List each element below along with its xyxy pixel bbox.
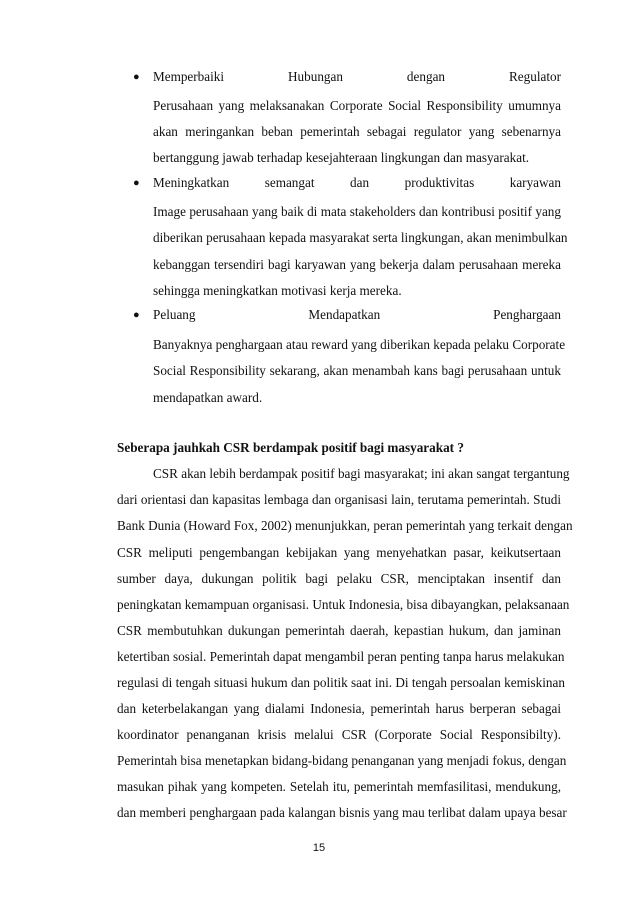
bullet-marker: ● [133, 177, 140, 189]
bullet-text-line: Perusahaan yang melaksanakan Corporate Social Responsibility umumnya [153, 98, 561, 113]
bullet-text-line: mendapatkan award. [153, 390, 263, 405]
bullet-text-line: sehingga meningkatkan motivasi kerja mereka. [153, 283, 402, 298]
paragraph-line: regulasi di tengah situasi hukum dan politik saat ini. Di tengah persoalan kemiskinan [117, 675, 565, 690]
paragraph-line: dan keterbelakangan yang dialami Indonesia, pemerintah harus berperan sebagai [117, 701, 561, 716]
bullet-text-line: Banyaknya penghargaan atau reward yang diberikan kepada pelaku Corporate [153, 337, 566, 352]
page-number: 15 [312, 842, 326, 854]
paragraph-line: CSR meliputi pengembangan kebijakan yang menyehatkan pasar, keikutsertaan [117, 545, 561, 560]
paragraph-line: Bank Dunia (Howard Fox, 2002) menunjukkan, peran pemerintah yang terkait dengan [117, 518, 573, 533]
paragraph-line: koordinator penanganan krisis melalui CSR (Corporate Social Responsibilty). [117, 727, 561, 742]
paragraph-line: CSR akan lebih berdampak positif bagi masyarakat; ini akan sangat tergantung [153, 466, 570, 481]
paragraph-line: masukan pihak yang kompeten. Setelah itu, pemerintah memfasilitasi, mendukung, [117, 779, 561, 794]
bullet-title: Meningkatkan semangat dan produktivitas karyawan [153, 175, 561, 190]
bullet-marker: ● [133, 71, 140, 83]
bullet-text-line: Social Responsibility sekarang, akan menambah kans bagi perusahaan untuk [153, 363, 561, 378]
paragraph-line: dari orientasi dan kapasitas lembaga dan organisasi lain, terutama pemerintah. Studi [117, 492, 561, 507]
paragraph-line: CSR membutuhkan dukungan pemerintah daerah, kepastian hukum, dan jaminan [117, 623, 561, 638]
paragraph-line: sumber daya, dukungan politik bagi pelaku CSR, menciptakan insentif dan [117, 571, 561, 586]
paragraph-line: Pemerintah bisa menetapkan bidang-bidang penanganan yang menjadi fokus, dengan [117, 753, 567, 768]
bullet-text-line: akan meringankan beban pemerintah sebagai regulator yang sebenarnya [153, 124, 561, 139]
bullet-text-line: kebanggan tersendiri bagi karyawan yang bekerja dalam perusahaan mereka [153, 257, 561, 272]
bullet-text-line: Image perusahaan yang baik di mata stakeholders dan kontribusi positif yang [153, 204, 561, 219]
paragraph-line: dan memberi penghargaan pada kalangan bisnis yang mau terlibat dalam upaya besar [117, 805, 567, 820]
section-heading: Seberapa jauhkah CSR berdampak positif bagi masyarakat ? [117, 440, 464, 455]
paragraph-line: ketertiban sosial. Pemerintah dapat mengambil peran penting tanpa harus melakukan [117, 649, 565, 664]
bullet-title: Memperbaiki Hubungan dengan Regulator [153, 69, 561, 84]
bullet-text-line: bertanggung jawab terhadap kesejahteraan lingkungan dan masyarakat. [153, 150, 530, 165]
bullet-title: Peluang Mendapatkan Penghargaan [153, 307, 561, 322]
bullet-text-line: diberikan perusahaan kepada masyarakat serta lingkungan, akan menimbulkan [153, 230, 568, 245]
bullet-marker: ● [133, 309, 140, 321]
paragraph-line: peningkatan kemampuan organisasi. Untuk Indonesia, bisa dibayangkan, pelaksanaan [117, 597, 570, 612]
